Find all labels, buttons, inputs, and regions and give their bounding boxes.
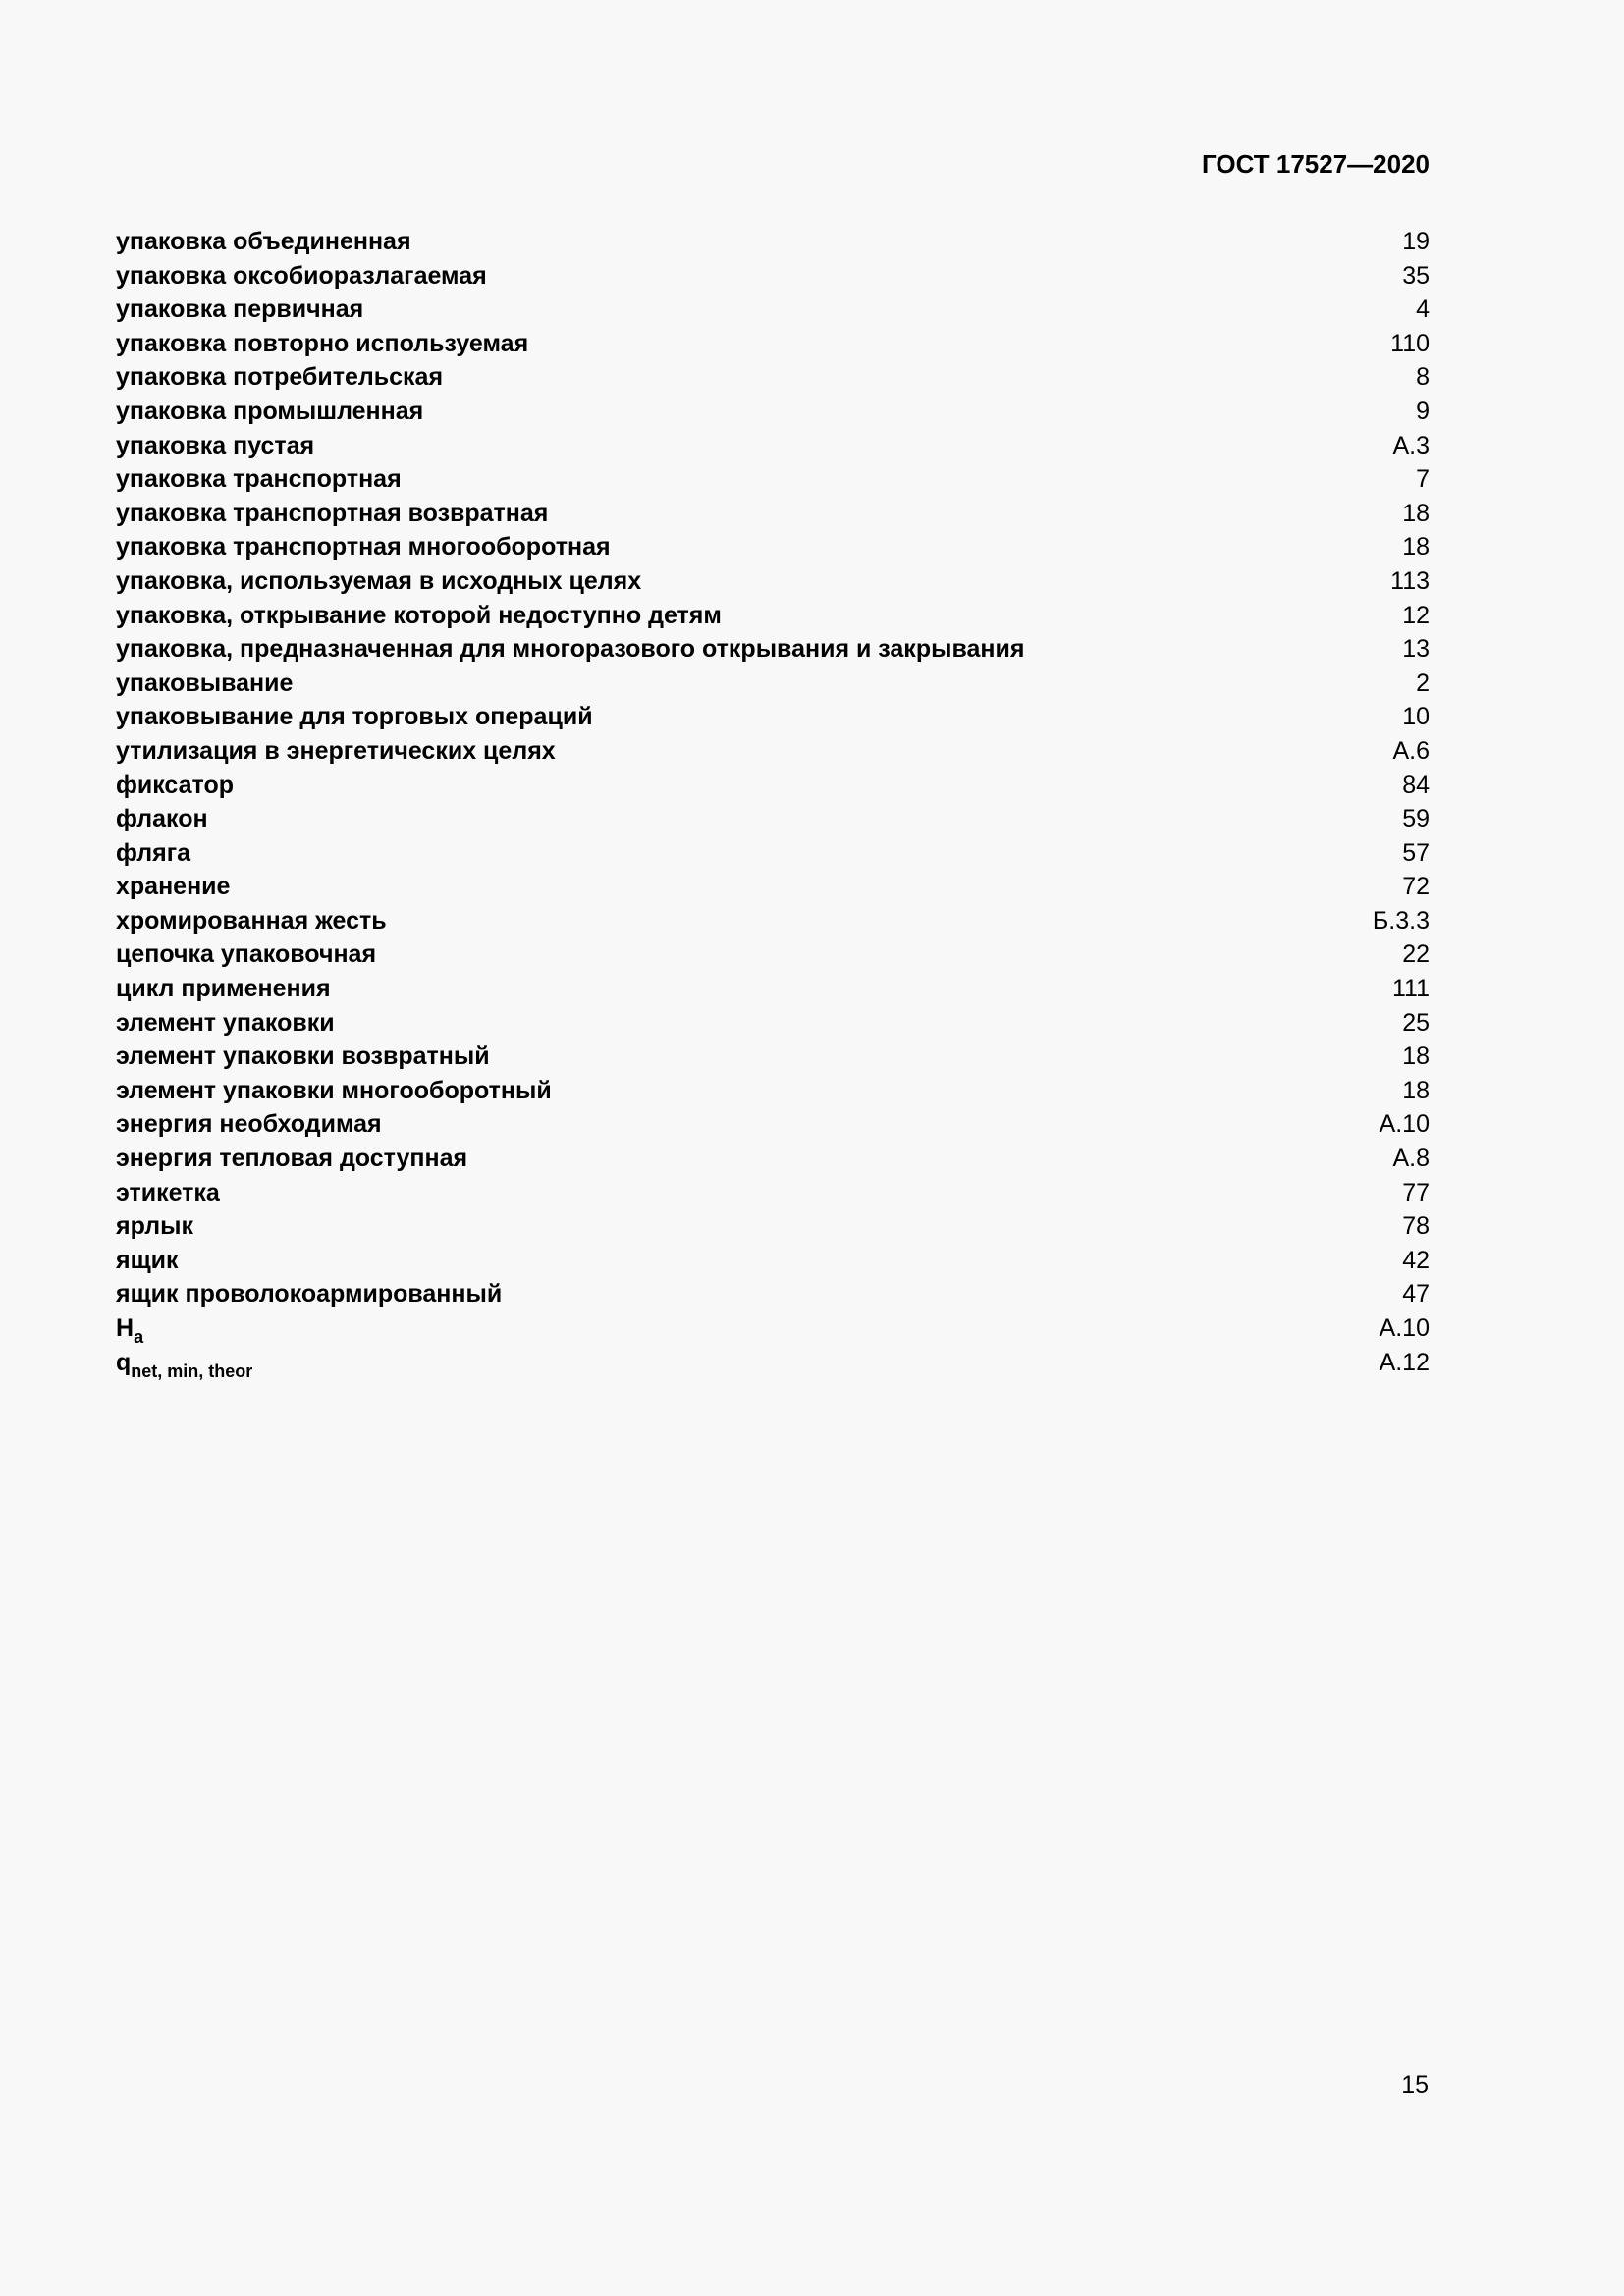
index-reference: 59: [1402, 805, 1430, 833]
index-term: [116, 259, 487, 294]
index-reference: 42: [1402, 1246, 1430, 1274]
index-entry: [116, 1074, 1430, 1108]
index-term-text: элемент упаковки возвратный: [116, 1042, 490, 1071]
document-code-header: ГОСТ 17527—2020: [1202, 149, 1430, 179]
index-entry: [116, 360, 1430, 395]
index-entry: [116, 327, 1430, 361]
index-term-subscript: net, min, theor: [131, 1361, 253, 1381]
index-reference: 35: [1402, 261, 1430, 290]
index-term: [116, 667, 293, 701]
index-reference: 4: [1416, 295, 1430, 324]
index-term: [116, 734, 556, 769]
index-term-text: цикл применения: [116, 975, 331, 1003]
index-reference: А.12: [1379, 1348, 1430, 1376]
index-term: [116, 395, 423, 429]
index-reference: 2: [1416, 668, 1430, 697]
index-term: [116, 870, 230, 904]
index-term: [116, 700, 593, 734]
index-term: [116, 360, 443, 395]
index-term: [116, 462, 402, 497]
index-term: [116, 1074, 552, 1108]
index-term-text: элемент упаковки многооборотный: [116, 1076, 552, 1104]
index-entry: [116, 293, 1430, 327]
index-term-text: упаковка, используемая в исходных целях: [116, 566, 642, 595]
index-term: [116, 225, 411, 259]
index-reference: А.10: [1379, 1110, 1430, 1139]
index-entry: [116, 1006, 1430, 1041]
index-term: [116, 1176, 220, 1210]
index-entry: [116, 667, 1430, 701]
index-reference: 18: [1402, 1076, 1430, 1104]
index-term-text: фляга: [116, 838, 191, 867]
index-entry: [116, 462, 1430, 497]
index-entry: [116, 497, 1430, 531]
index-entry: [116, 1107, 1430, 1142]
index-entry: [116, 530, 1430, 564]
index-term-text: упаковка промышленная: [116, 397, 424, 425]
index-term: [116, 497, 548, 531]
index-term: [116, 1311, 143, 1346]
index-term: [116, 802, 208, 836]
index-term: [116, 1142, 467, 1176]
index-reference: 18: [1402, 533, 1430, 561]
index-reference: 84: [1402, 771, 1430, 799]
index-term: [116, 972, 331, 1006]
index-reference: 77: [1402, 1178, 1430, 1206]
index-term-text: ящик: [116, 1246, 179, 1274]
index-entry: [116, 1311, 1430, 1346]
index-reference: 19: [1402, 228, 1430, 255]
index-reference: 111: [1391, 975, 1430, 1003]
index-entry: [116, 972, 1430, 1006]
index-entry: [116, 429, 1430, 463]
index-term: [116, 836, 190, 871]
index-entry: [116, 1346, 1430, 1380]
index-entry: [116, 259, 1430, 294]
index-term: [116, 327, 528, 361]
index-reference: А.3: [1392, 431, 1430, 459]
index-entry: [116, 904, 1430, 938]
index-term-text: упаковка оксобиоразлагаемая: [116, 261, 487, 290]
index-reference: 18: [1402, 1042, 1430, 1071]
index-reference: 78: [1402, 1212, 1430, 1241]
index-term: [116, 937, 376, 972]
index-term-text: элемент упаковки: [116, 1008, 335, 1037]
index-term-text: упаковка транспортная: [116, 465, 402, 494]
index-reference: 10: [1402, 703, 1430, 731]
index-term: [116, 1209, 193, 1244]
index-term: [116, 530, 611, 564]
index-term: [116, 1107, 382, 1142]
index-entry: [116, 700, 1430, 734]
index-term-text: H: [116, 1314, 135, 1342]
page-number: 15: [1401, 2071, 1429, 2099]
index-term-text: упаковка повторно используемая: [116, 329, 529, 357]
index-reference: 113: [1390, 566, 1430, 595]
index-term-text: фиксатор: [116, 771, 234, 799]
index-term-text: упаковка первичная: [116, 295, 364, 324]
index-term-text: флакон: [116, 805, 208, 833]
index-reference: 12: [1402, 601, 1430, 629]
index-entry: [116, 1040, 1430, 1074]
index-term-text: упаковка потребительская: [116, 363, 444, 392]
index-reference: 47: [1402, 1280, 1430, 1308]
index-reference: 13: [1402, 635, 1430, 664]
index-reference: Б.3.3: [1372, 906, 1430, 934]
index-term-text: упаковка транспортная возвратная: [116, 499, 549, 527]
index-term-text: ящик проволокоармированный: [116, 1280, 503, 1308]
index-reference: А.8: [1392, 1145, 1430, 1173]
index-term: [116, 1277, 502, 1311]
index-entry: [116, 769, 1430, 803]
index-reference: 7: [1416, 465, 1430, 494]
index-term-text: хранение: [116, 873, 231, 901]
index-entry: [116, 564, 1430, 599]
index-term-text: q: [116, 1348, 132, 1376]
index-term-text: ярлык: [116, 1212, 193, 1241]
index-entry: [116, 225, 1430, 259]
index-term: [116, 1346, 252, 1380]
index-entry: [116, 1277, 1430, 1311]
index-term-text: утилизация в энергетических целях: [116, 736, 556, 765]
index-term: [116, 1244, 179, 1278]
index-entry: [116, 1209, 1430, 1244]
index-term-text: упаковка, предназначенная для многоразового открывания и закрывания: [116, 635, 1025, 664]
index-term-text: энергия необходимая: [116, 1110, 382, 1139]
index-entry: [116, 870, 1430, 904]
index-entry: [116, 1142, 1430, 1176]
index-term-text: цепочка упаковочная: [116, 940, 377, 969]
index-reference: 25: [1402, 1008, 1430, 1037]
index-term: [116, 429, 314, 463]
index-entry: [116, 599, 1430, 633]
index-entry: [116, 1244, 1430, 1278]
index-reference: 110: [1390, 329, 1430, 357]
index-term: [116, 1040, 490, 1074]
index-reference: А.10: [1379, 1314, 1430, 1342]
index-term: [116, 632, 1024, 667]
index-entry: [116, 836, 1430, 871]
index-term-text: энергия тепловая доступная: [116, 1145, 468, 1173]
index-term-text: упаковка пустая: [116, 431, 315, 459]
index-entry: [116, 734, 1430, 769]
index-term: [116, 564, 641, 599]
index-term-subscript: a: [134, 1327, 144, 1347]
index-term: [116, 293, 363, 327]
index-term-text: упаковывание: [116, 668, 294, 697]
index-entry: [116, 937, 1430, 972]
index-term-text: упаковывание для торговых операций: [116, 703, 593, 731]
index-entry: [116, 1176, 1430, 1210]
index-entry: [116, 802, 1430, 836]
index-entry: [116, 395, 1430, 429]
index-term-text: упаковка транспортная многооборотная: [116, 533, 611, 561]
index-term-text: упаковка, открывание которой недоступно детям: [116, 601, 722, 629]
index-reference: 22: [1402, 940, 1430, 969]
index-reference: 18: [1402, 499, 1430, 527]
index-term-text: этикетка: [116, 1178, 220, 1206]
index-term: [116, 599, 722, 633]
index-entry: [116, 632, 1430, 667]
index-reference: 57: [1402, 838, 1430, 867]
index-term-text: хромированная жесть: [116, 906, 387, 934]
alphabetical-index-list: [116, 225, 1430, 1379]
index-reference: 72: [1402, 873, 1430, 901]
index-reference: 8: [1416, 363, 1430, 392]
index-reference: 9: [1416, 397, 1430, 425]
index-term-text: упаковка объединенная: [116, 228, 411, 255]
index-term: [116, 904, 387, 938]
index-reference: А.6: [1392, 736, 1430, 765]
index-term: [116, 1006, 335, 1041]
index-term: [116, 769, 234, 803]
